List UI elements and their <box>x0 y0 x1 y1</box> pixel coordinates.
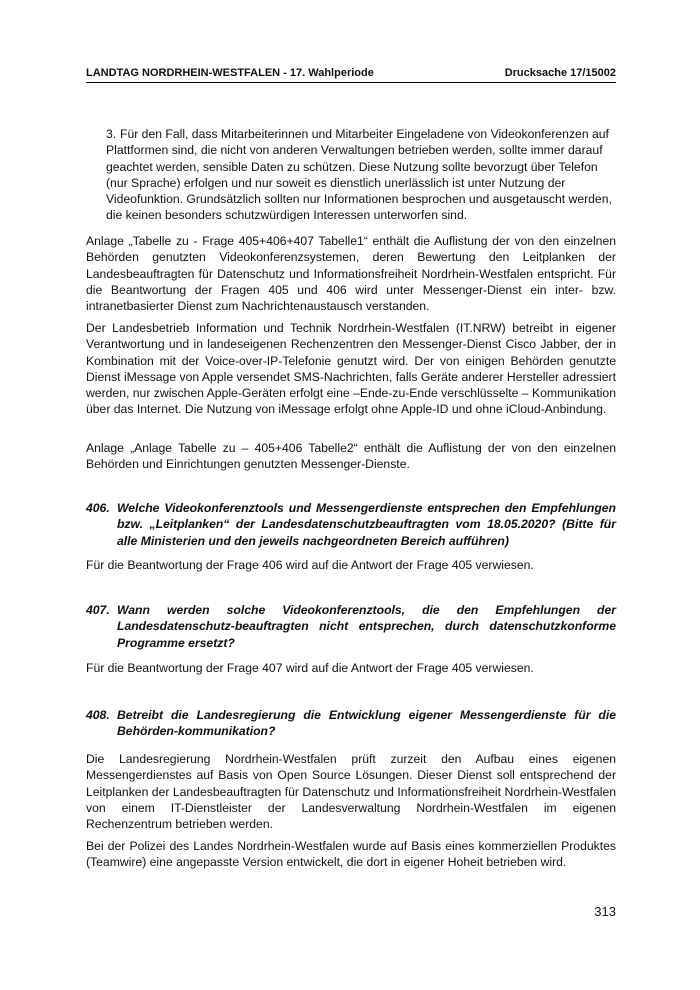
answer-407: Für die Beantwortung der Frage 407 wird auf die Antwort der Frage 405 verwiesen. <box>86 661 534 675</box>
question-number: 406. <box>86 501 110 515</box>
page-number: 313 <box>594 904 616 919</box>
question-number: 407. <box>86 603 110 617</box>
paragraph: Anlage „Tabelle zu - Frage 405+406+407 Tabelle1“ enthält die Auflistung der von den einzelnen Behörden genutzten Videokonferenzsystemen, deren Bewertung den Leitplanken der Landesbeauftragten für Datenschutz und Informationsfreiheit Nordrhein-Westfalen entspricht. Für die Beantwortung der Fragen 405 und 406 wird unter Messenger-Dienst ein inter- bzw. intranetbasierter Dienst zum Nachrichtenaustausch verstanden. <box>86 234 616 314</box>
paragraph: Anlage „Anlage Tabelle zu – 405+406 Tabelle2“ enthält die Auflistung der von den einzelnen Behörden und Einrichtungen genutzten Messenger-Dienste. <box>86 441 616 472</box>
list-item-text: Für den Fall, dass Mitarbeiterinnen und Mitarbeiter Eingeladene von Videokonferenzen auf Plattformen sind, die nicht von anderen Verwaltungen betrieben werden, sollte immer darauf geachtet werden, sensible Daten zu schützen. Diese Nutzung sollte bevorzugt über Telefon (nur Sprache) erfolgen und nur soweit es dienstlich unerlässlich ist unter Nutzung der Videofunktion. Grundsätzlich sollten nur Informationen besprochen und ausgetauscht werden, die keinen besonders schutzwürdigen Interessen unterworfen sind. <box>106 127 612 223</box>
answer-406: Für die Beantwortung der Frage 406 wird auf die Antwort der Frage 405 verwiesen. <box>86 558 534 572</box>
answer-408-continued: Bei der Polizei des Landes Nordrhein-Westfalen wurde auf Basis eines kommerziellen Produktes (Teamwire) eine angepasste Version entwickelt, die dort in eigener Hoheit betrieben wird. <box>86 839 616 870</box>
header-title: LANDTAG NORDRHEIN-WESTFALEN - 17. Wahlperiode <box>86 67 374 79</box>
answer-408: Die Landesregierung Nordrhein-Westfalen prüft zurzeit den Aufbau eines eigenen Messengerdienstes auf Basis von Open Source Lösungen. Dieser Dienst soll entsprechend der Leitplanken der Landesbeauftragten für Datenschutz und Informationsfreiheit Nordrhein-Westfalen von einem IT-Dienstleister der Landesverwaltung Nordrhein-Westfalen im eigenen Rechenzentrum betrieben werden. <box>86 752 616 832</box>
document-number: Drucksache 17/15002 <box>504 67 616 79</box>
paragraph: Der Landesbetrieb Information und Technik Nordrhein-Westfalen (IT.NRW) betreibt in eigener Verantwortung und in landeseigenen Rechenzentren den Messenger-Dienst Cisco Jabber, der in Kombination mit der Voice-over-IP-Telefonie genutzt wird. Der von einigen Behörden genutzte Dienst iMessage von Apple versendet SMS-Nachrichten, falls Geräte anderer Hersteller adressiert werden, nur zwischen Apple-Geräten erfolgt eine –Ende-zu-Ende verschlüsselte – Kommunikation über das Internet. Die Nutzung von iMessage erfolgt ohne Apple-ID und ohne iCloud-Anbindung. <box>86 321 616 417</box>
question-text: Welche Videokonferenztools und Messengerdienste entsprechen den Empfehlungen bzw. „Leitplanken“ der Landesdatenschutzbeauftragten vom 18.05.2020? (Bitte für alle Ministerien und den jeweils nachgeordneten Bereich aufführen) <box>117 501 616 548</box>
question-number: 408. <box>86 708 110 722</box>
question-408 <box>86 707 616 740</box>
list-item-number: 3. <box>106 127 117 141</box>
list-item <box>106 126 616 224</box>
page-header <box>86 66 616 83</box>
question-406 <box>86 500 616 549</box>
question-text: Wann werden solche Videokonferenztools, die den Empfehlungen der Landesdatenschutz-beauftragten nicht entsprechen, durch datenschutzkonforme Programme ersetzt? <box>117 603 616 650</box>
question-407 <box>86 602 616 651</box>
question-text: Betreibt die Landesregierung die Entwicklung eigener Messengerdienste für die Behörden-kommunikation? <box>117 708 616 739</box>
